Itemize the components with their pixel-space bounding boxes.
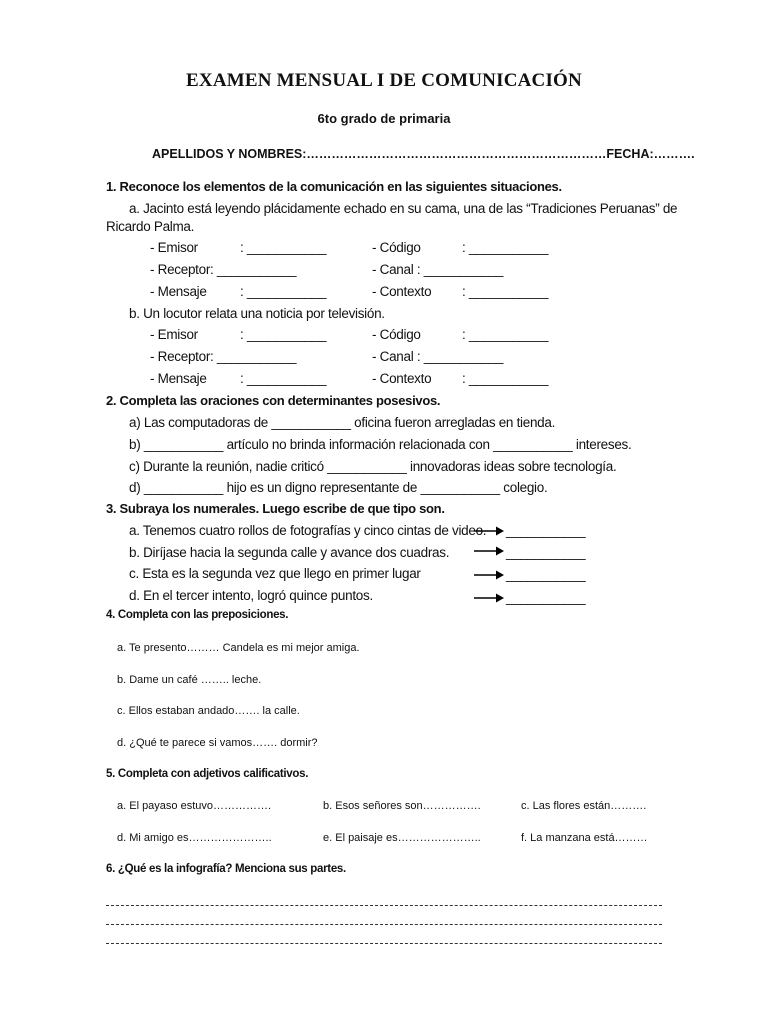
question-1-title: 1. Reconoce los elementos de la comunicación en las siguientes situaciones. [106,179,562,194]
q3-item-c-text: c. Esta es la segunda vez que llego en primer lugar [129,566,421,581]
q4-item-b[interactable]: b. Dame un café …….. leche. [117,674,262,686]
arrow-right-icon [474,525,504,537]
q4-item-a[interactable]: a. Te presento……… Candela es mi mejor amiga. [117,642,360,654]
q1b-emisor-blank[interactable]: : ___________ [240,327,327,342]
q1b-mensaje-blank[interactable]: : ___________ [240,371,327,386]
q1b-contexto-blank[interactable]: : ___________ [462,371,549,386]
q1b-codigo-blank[interactable]: : ___________ [462,327,549,342]
question-6-title: 6. ¿Qué es la infografía? Menciona sus partes. [106,863,346,875]
q1a-emisor-blank[interactable]: : ___________ [240,240,327,255]
q1b-mensaje-label: - Mensaje [150,371,207,386]
q1a-codigo-blank[interactable]: : ___________ [462,240,549,255]
q5-item-f[interactable]: f. La manzana está……… [521,832,648,844]
q1-situation-a-line2: Ricardo Palma. [106,219,195,234]
answer-line[interactable] [106,943,662,944]
q1a-mensaje-label: - Mensaje [150,284,207,299]
q1-situation-a-line1: a. Jacinto está leyendo plácidamente echado en su cama, una de las “Tradiciones Peruanas” de [129,201,678,216]
answer-line[interactable] [106,905,662,906]
q3-item-a-blank[interactable]: ___________ [506,523,586,538]
q1a-canal-field[interactable]: - Canal : ___________ [372,262,504,277]
q1b-receptor-field[interactable]: - Receptor: ___________ [150,349,297,364]
q2-item-c[interactable]: c) Durante la reunión, nadie criticó ___________ innovadoras ideas sobre tecnología. [129,459,617,474]
exam-subtitle: 6to grado de primaria [317,111,451,126]
q4-item-c[interactable]: c. Ellos estaban andado……. la calle. [117,705,300,717]
arrow-right-icon [474,592,504,604]
q1b-canal-field[interactable]: - Canal : ___________ [372,349,504,364]
q2-item-a[interactable]: a) Las computadoras de ___________ oficina fueron arregladas en tienda. [129,415,556,430]
q1b-contexto-label: - Contexto [372,371,432,386]
q3-item-b-blank[interactable]: ___________ [506,545,586,560]
q3-item-b-text: b. Diríjase hacia la segunda calle y avance dos cuadras. [129,545,450,560]
q1a-receptor-field[interactable]: - Receptor: ___________ [150,262,297,277]
answer-line[interactable] [106,924,662,925]
q5-item-b[interactable]: b. Esos señores son……………. [323,800,481,812]
question-4-title: 4. Completa con las preposiciones. [106,609,289,621]
q3-item-d-text: d. En el tercer intento, logró quince puntos. [129,588,373,603]
q3-item-a-text: a. Tenemos cuatro rollos de fotografías y cinco cintas de video. [129,523,487,538]
arrow-right-icon [474,569,504,581]
q2-item-d[interactable]: d) ___________ hijo es un digno representante de ___________ colegio. [129,480,548,495]
q1b-codigo-label: - Código [372,327,421,342]
q3-item-d-blank[interactable]: ___________ [506,590,586,605]
q5-item-d[interactable]: d. Mi amigo es………………….. [117,832,272,844]
q1a-emisor-label: - Emisor [150,240,198,255]
q5-item-a[interactable]: a. El payaso estuvo……………. [117,800,272,812]
q5-item-e[interactable]: e. El paisaje es………………….. [323,832,481,844]
q5-item-c[interactable]: c. Las flores están………. [521,800,647,812]
exam-title: EXAMEN MENSUAL I DE COMUNICACIÓN [186,70,582,91]
question-5-title: 5. Completa con adjetivos calificativos. [106,768,309,780]
q2-item-b[interactable]: b) ___________ artículo no brinda información relacionada con ___________ intereses. [129,437,632,452]
name-date-line: APELLIDOS Y NOMBRES:………………………………………………………………FECHA:………. [152,147,695,161]
q4-item-d[interactable]: d. ¿Qué te parece si vamos……. dormir? [117,737,318,749]
q1-situation-b: b. Un locutor relata una noticia por televisión. [129,306,385,321]
question-2-title: 2. Completa las oraciones con determinantes posesivos. [106,393,441,408]
question-3-title: 3. Subraya los numerales. Luego escribe de que tipo son. [106,501,445,516]
q3-item-c-blank[interactable]: ___________ [506,567,586,582]
arrow-right-icon [474,545,504,557]
q1a-codigo-label: - Código [372,240,421,255]
q1b-emisor-label: - Emisor [150,327,198,342]
q1a-contexto-blank[interactable]: : ___________ [462,284,549,299]
q1a-contexto-label: - Contexto [372,284,432,299]
q1a-mensaje-blank[interactable]: : ___________ [240,284,327,299]
